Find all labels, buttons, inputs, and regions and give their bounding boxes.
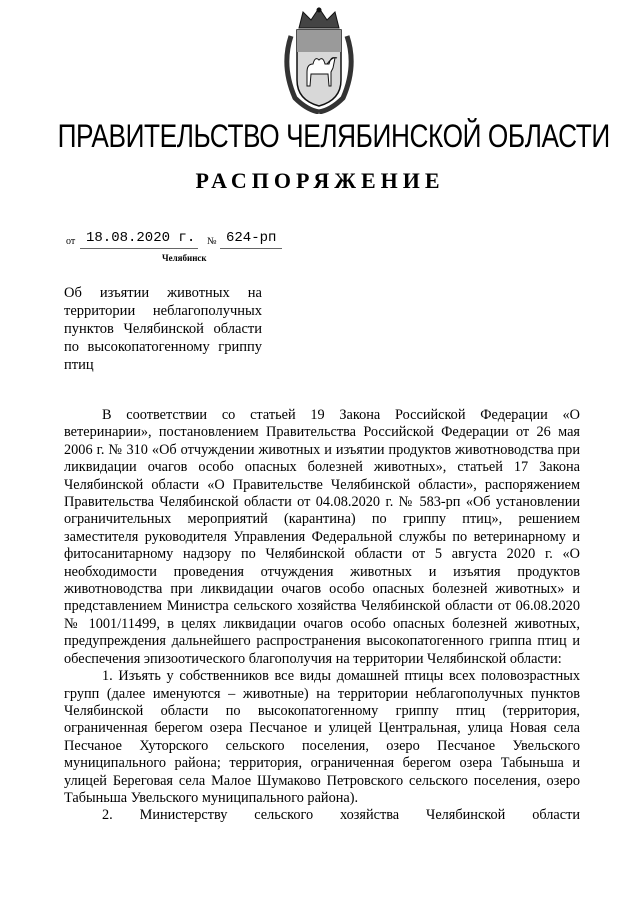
body-paragraph-preamble: В соответствии со статьей 19 Закона Российской Федерации «О ветеринарии», постановлением Правительства Российской Федерации от 26 мая 2006 г. № 310 «Об отчуждении животных и изъятии продуктов животноводства при ликвидации очагов особо опасных болезней животных», статьей 17 Закона Челябинской области «О Правительстве Челябинской области», распоряжением Правительства Челябинской области от 04.08.2020 г. № 583-рп «Об установлении ограничительных мероприятий (карантина) по гриппу птиц», решением заместителя руководителя Управления Федеральной службы по ветеринарному и фитосанитарному надзору по Челябинской области от 5 августа 2020 г. «О необходимости проведения отчуждения животных и изъятия продуктов животноводства при ликвидации очагов особо опасных болезней животных» и представлением Министра сельского хозяйства Челябинской области от 06.08.2020 № 1001/11499, в целях ликвидации очагов особо опасных болезней животных, предупреждения дальнейшего распространения высокопатогенного гриппа птиц и обеспечения эпизоотического благополучия на территории Челябинской области: — [64, 407, 580, 667]
document-date: 18.08.2020 г. — [86, 230, 196, 246]
document-type-heading: РАСПОРЯЖЕНИЕ — [195, 168, 445, 193]
document-number: 624-рп — [226, 230, 277, 246]
number-underline — [220, 248, 282, 249]
body-paragraph-item-2: 2. Министерству сельского хозяйства Челябинской области — [102, 807, 580, 824]
document-subject: Об изъятии животных на территории неблагополучных пунктов Челябинской области по высокопатогенному гриппу птиц — [64, 285, 262, 373]
body-paragraph-item-1: 1. Изъять у собственников все виды домашней птицы всех половозрастных групп (далее именуются – животные) на территории неблагополучных пунктов Челябинской области по высокопатогенному гриппу птиц (территория, ограниченная берегом озера Песчаное и улицей Центральная, улица Новая села Песчаное Хуторского сельского поселения, озеро Песчаное Увельского муниципального района; территория, ограниченная берегом озера Табыньша и улицей Береговая села Малое Шумаково Петровского сельского поселения, озеро Табыньша Увельского муниципального района). — [64, 668, 580, 806]
date-underline — [80, 248, 198, 249]
document-body — [64, 407, 580, 825]
coat-of-arms-icon — [277, 6, 361, 114]
government-title: ПРАВИТЕЛЬСТВО ЧЕЛЯБИНСКОЙ ОБЛАСТИ — [57, 118, 610, 154]
date-prefix-label: от — [66, 236, 76, 247]
issue-city: Челябинск — [162, 253, 207, 263]
number-sign-label: № — [207, 236, 217, 247]
